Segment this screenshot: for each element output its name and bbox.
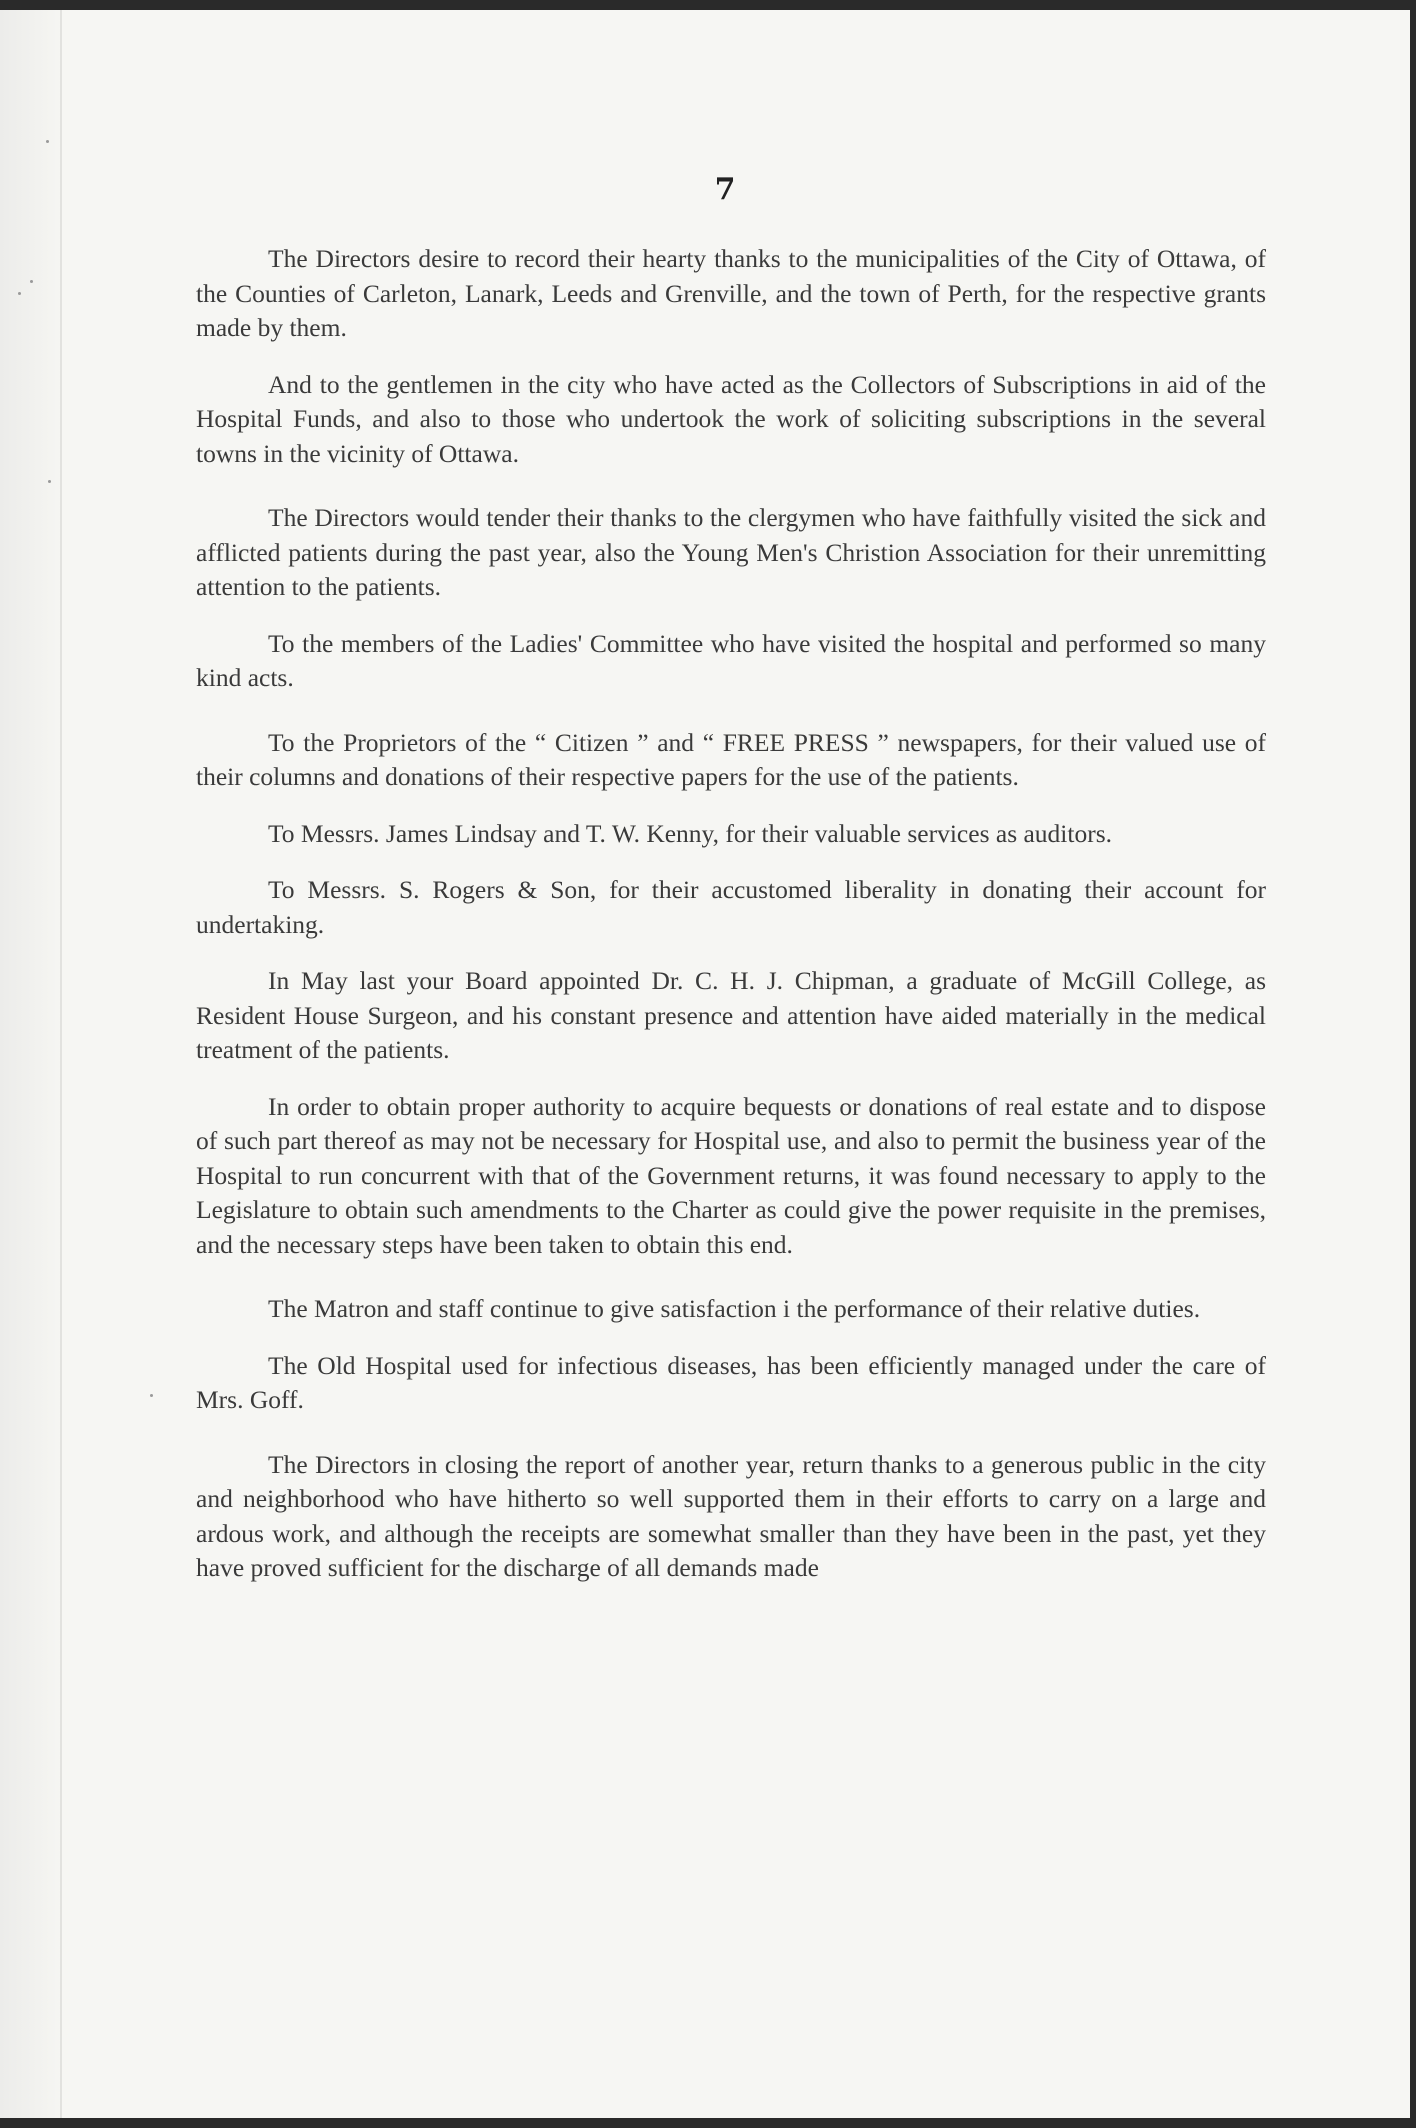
paragraph-undertaking: To Messrs. S. Rogers & Son, for their accustomed liberality in donating their account for undertaking. [196,875,1266,939]
page-gutter [0,10,64,2118]
paragraph-newspapers: To the Proprietors of the “ Citizen ” and “ FREE PRESS ” newspapers, for their valued use of their columns and donations of their respective papers for the use of the patients. [196,727,1266,791]
paragraph-old-hospital: The Old Hospital used for infectious diseases, has been efficiently managed under the care of Mrs. Goff. [196,1350,1266,1414]
paragraph-house-surgeon: In May last your Board appointed Dr. C. H. J. Chipman, a graduate of McGill College, as Resident House Surgeon, and his constant presence and attention have aided materially in the medical treatment of the patients. [196,966,1266,1064]
scan-bottom-edge [0,2118,1416,2128]
paragraph-ladies-committee: To the members of the Ladies' Committee who have visited the hospital and performed so many kind acts. [196,628,1266,692]
paragraph-municipal-thanks: The Directors desire to record their hearty thanks to the municipalities of the City of Ottawa, of the Counties of Carleton, Lanark, Leeds and Grenville, and the town of Perth, for the respective grants made by them. [196,244,1266,342]
paragraph-collectors-thanks: And to the gentlemen in the city who have acted as the Collectors of Subscriptions in aid of the Hospital Funds, and also to those who undertook the work of soliciting subscriptions in the several towns in the vicinity of Ottawa. [196,369,1266,468]
paragraph-clergy-thanks: The Directors would tender their thanks to the clergymen who have faithfully visited the sick and afflicted patients during the past year, also the Young Men's Christion Association for their unremitting attention to the patients. [196,503,1266,601]
scan-speck [18,292,21,295]
paragraph-charter-amendment: In order to obtain proper authority to acquire bequests or donations of real estate and to dispose of such part thereof as may not be necessary for Hospital use, and also to permit the business year of the Hospital to run concurrent with that of the Government returns, it was found necessary to apply to the Legislature to obtain such amendments to the Charter as could give the power requisite in the premises, and the necessary steps have been taken to obtain this end. [196,1091,1266,1259]
paragraph-closing-thanks: The Directors in closing the report of another year, return thanks to a generous public in the city and neighborhood who have hitherto so well supported them in their efforts to carry on a large and ardous work, and although the receipts are somewhat smaller than they have been in the past, yet they have proved sufficient for the discharge of all demands made [196,1449,1266,1582]
scan-speck [150,1394,153,1397]
report-body [196,242,1266,1608]
paragraph-auditors: To Messrs. James Lindsay and T. W. Kenny, for their valuable services as auditors. [268,818,1113,848]
page-number: 7 [714,172,736,207]
paragraph-matron-staff: The Matron and staff continue to give satisfaction i the performance of their relative duties. [268,1294,1201,1323]
scanned-page [0,10,1410,2118]
scan-speck [30,280,33,283]
scan-speck [46,140,49,143]
gutter-fold-line [60,10,62,2118]
scan-speck [48,480,51,483]
